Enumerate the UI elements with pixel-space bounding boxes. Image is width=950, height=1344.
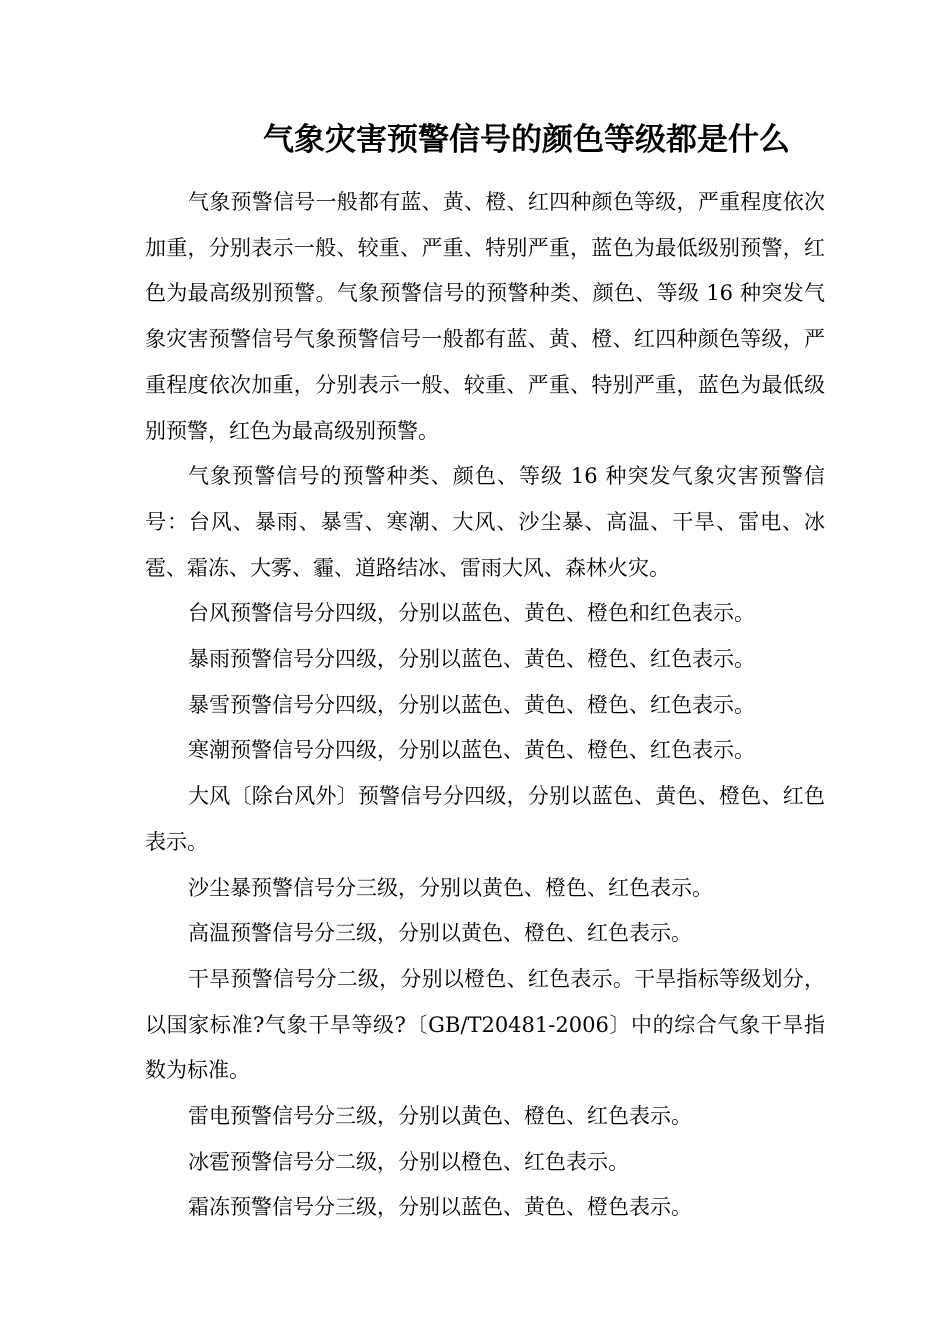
- paragraph-sandstorm: 沙尘暴预警信号分三级，分别以黄色、橙色、红色表示。: [188, 875, 713, 900]
- paragraph-typhoon: 台风预警信号分四级，分别以蓝色、黄色、橙色和红色表示。: [188, 601, 755, 626]
- paragraph-intro: 气象预警信号一般都有蓝、黄、橙、红四种颜色等级，严重程度依次加重，分别表示一般、较重、严重、特别严重，蓝色为最低级别预警，红色为最高级别预警。气象预警信号的预警种类、颜色、等级 16 种突发气象灾害预警信号气象预警信号一般都有蓝、黄、橙、红四种颜色等级，严重程度依次加重，分别表示一般、较重、严重、特别严重，蓝色为最低级别预警，红色为最高级别预警。: [145, 190, 825, 443]
- paragraph-frost: 霜冻预警信号分三级，分别以蓝色、黄色、橙色表示。: [188, 1195, 692, 1220]
- paragraph-gale: 大风〔除台风外〕预警信号分四级，分别以蓝色、黄色、橙色、红色表示。: [145, 784, 825, 854]
- document-body: [145, 180, 825, 1231]
- paragraph-lightning: 雷电预警信号分三级，分别以黄色、橙色、红色表示。: [188, 1104, 692, 1129]
- paragraph-snowstorm: 暴雪预警信号分四级，分别以蓝色、黄色、橙色、红色表示。: [188, 692, 755, 717]
- paragraph-high-temperature: 高温预警信号分三级，分别以黄色、橙色、红色表示。: [188, 921, 692, 946]
- paragraph-hail: 冰雹预警信号分二级，分别以橙色、红色表示。: [188, 1149, 629, 1174]
- paragraph-warning-types: 气象预警信号的预警种类、颜色、等级 16 种突发气象灾害预警信号：台风、暴雨、暴雪、寒潮、大风、沙尘暴、高温、干旱、雷电、冰雹、霜冻、大雾、霾、道路结冰、雷雨大风、森林火灾。: [145, 464, 825, 580]
- paragraph-drought: 干旱预警信号分二级，分别以橙色、红色表示。干旱指标等级划分，以国家标准?气象干旱等级?〔GB/T20481-2006〕中的综合气象干旱指数为标准。: [145, 966, 825, 1083]
- document-title: 气象灾害预警信号的颜色等级都是什么: [263, 122, 790, 158]
- paragraph-cold-wave: 寒潮预警信号分四级，分别以蓝色、黄色、橙色、红色表示。: [188, 738, 755, 763]
- paragraph-rainstorm: 暴雨预警信号分四级，分别以蓝色、黄色、橙色、红色表示。: [188, 647, 755, 672]
